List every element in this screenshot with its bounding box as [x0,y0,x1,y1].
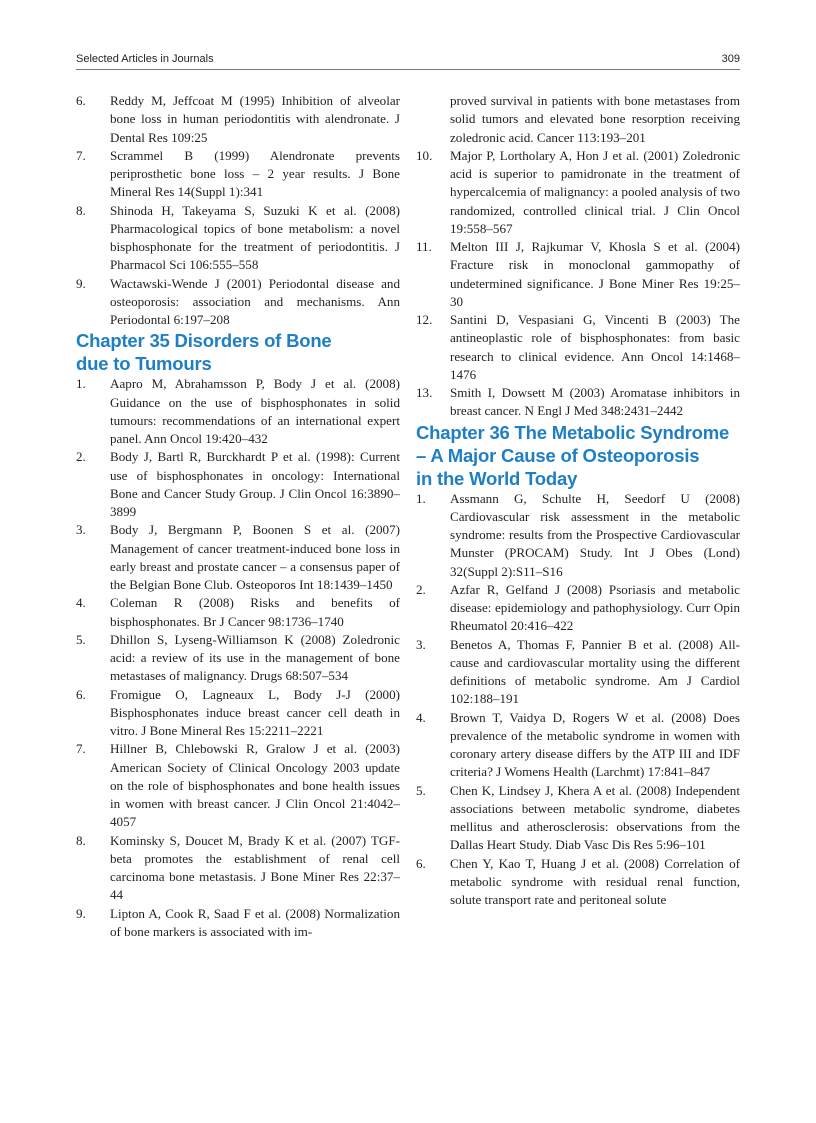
reference-text: Fromigue O, Lagneaux L, Body J-J (2000) Bisphosphonates induce breast cancer cell death in vitro. J Bone Mineral Res 15:2211–2221 [110,686,400,738]
reference-number: 4. [76,595,86,611]
reference-text: Benetos A, Thomas F, Pannier B et al. (2008) All-cause and cardiovascular mortality using the different definitions of metabolic syndrome. Am J Cardiol 102:188–191 [450,636,740,707]
reference-item [416,311,740,384]
reference-item [76,202,400,275]
reference-item [76,594,400,631]
reference-text: Body J, Bergmann P, Boonen S et al. (2007) Management of cancer treatment-induced bone loss in early breast and prostate cancer – a consensus paper of the Belgian Bone Club. Osteoporos Int 18:1439–1450 [110,522,400,592]
reference-item [76,832,400,905]
reference-item [76,740,400,831]
reference-number: 5. [76,631,86,647]
reference-text: Reddy M, Jeffcoat M (1995) Inhibition of alveolar bone loss in human periodontitis with alendronate. J Dental Res 109:25 [110,93,400,145]
reference-item [76,275,400,330]
chapter-35-heading-line-2: due to Tumours [76,353,212,375]
reference-text: Dhillon S, Lyseng-Williamson K (2008) Zoledronic acid: a review of its use in the management of bone metastases of malignancy. Drugs 68:507–534 [110,631,400,684]
left-column [76,92,400,941]
reference-list-chapter-35 [76,375,400,941]
reference-text: Aapro M, Abrahamsson P, Body J et al. (2008) Guidance on the use of bisphosphonates in solid tumours: recommendations of an international expert panel. Ann Oncol 19:420–432 [110,376,400,446]
reference-item [416,238,740,311]
reference-item [416,147,740,238]
reference-text: Azfar R, Gelfand J (2008) Psoriasis and metabolic disease: epidemiology and pathophysiology. Curr Opin Rheumatol 20:416–422 [450,581,740,634]
reference-number: 10. [416,147,433,163]
reference-text: Santini D, Vespasiani G, Vincenti B (2003) The antineoplastic role of bisphosphonates: from basic research to clinical evidence. Ann Oncol 14:1468–1476 [450,312,740,382]
reference-number: 3. [416,636,426,652]
reference-number: 7. [76,147,86,163]
reference-item [416,855,740,910]
reference-item-continuation [416,92,740,147]
running-header [76,53,740,69]
reference-text: Wactawski-Wende J (2001) Periodontal disease and osteoporosis: association and mechanisms. Ann Periodontal 6:197–208 [110,275,400,327]
reference-text: Smith I, Dowsett M (2003) Aromatase inhibitors in breast cancer. N Engl J Med 348:2431–2442 [450,385,740,419]
reference-list-chapter-35-continued [416,92,740,421]
reference-number: 8. [76,832,86,848]
reference-number: 1. [416,490,426,506]
chapter-35-heading-line-1: Chapter 35 Disorders of Bone [76,330,332,352]
reference-number: 3. [76,522,86,538]
reference-number: 7. [76,741,86,757]
chapter-35-heading [76,329,400,375]
reference-item [76,686,400,741]
reference-number: 6. [416,855,426,871]
reference-number: 6. [76,93,86,108]
reference-text: Major P, Lortholary A, Hon J et al. (2001) Zoledronic acid is superior to pamidronate in the treatment of hypercalcemia of malignancy: a pooled analysis of two randomized, controlled clinical trial. J Clin Oncol 19:558–567 [450,147,740,236]
reference-item [76,375,400,448]
reference-item [416,782,740,855]
chapter-36-heading-line-2: – A Major Cause of Osteoporosis [416,444,700,466]
reference-number: 5. [416,782,426,798]
reference-text: Lipton A, Cook R, Saad F et al. (2008) Normalization of bone markers is associated with im- [110,905,400,939]
reference-text: Body J, Bartl R, Burckhardt P et al. (1998): Current use of bisphosphonates in oncology: International Bone and Cancer Study Group. J Clin Oncol 16:3890–3899 [110,449,400,519]
header-rule [76,69,740,70]
reference-text: Chen Y, Kao T, Huang J et al. (2008) Correlation of metabolic syndrome with residual renal function, solute transport rate and peritoneal solute [450,855,740,907]
reference-text: Assmann G, Schulte H, Seedorf U (2008) Cardiovascular risk assessment in the metabolic syndrome: results from the Prospective Cardiovascular Munster (PROCAM) Study. Int J Obes (Lond) 32(Suppl 2):S11–S16 [450,490,740,579]
right-column [416,92,740,909]
reference-text: Shinoda H, Takeyama S, Suzuki K et al. (2008) Pharmacological topics of bone metabolism: a novel bisphosphonate for the treatment of periodontitis. J Pharmacol Sci 106:555–558 [110,202,400,273]
chapter-36-heading-line-1: Chapter 36 The Metabolic Syndrome [416,421,730,443]
reference-item [416,384,740,421]
reference-item [416,636,740,709]
reference-number: 12. [416,312,433,327]
reference-item [76,92,400,147]
reference-item [76,631,400,686]
reference-number: 8. [76,202,86,218]
reference-number: 9. [76,905,86,921]
reference-item [76,448,400,521]
running-title: Selected Articles in Journals [76,53,214,65]
reference-text: Melton III J, Rajkumar V, Khosla S et al. (2004) Fracture risk in monoclonal gammopathy of undetermined significance. J Bone Miner Res 19:25–30 [450,239,740,309]
reference-number: 13. [416,385,433,400]
reference-text: Hillner B, Chlebowski R, Gralow J et al. (2003) American Society of Clinical Oncology 2003 update on the role of bisphosphonates and bone health issues in women with breast cancer. J Clin Oncol 21:4042–4057 [110,741,400,830]
reference-number: 4. [416,709,426,725]
reference-number: 11. [416,239,432,254]
page-number: 309 [721,53,740,65]
reference-item [416,709,740,782]
reference-number: 2. [76,449,86,465]
reference-text: Chen K, Lindsey J, Khera A et al. (2008) Independent associations between metabolic syndrome, diabetes mellitus and atherosclerosis: observations from the Dallas Heart Study. Diab Vasc Dis Res 5:96–101 [450,782,740,853]
reference-text: Scrammel B (1999) Alendronate prevents periprosthetic bone loss – 2 year results. J Bone Mineral Res 14(Suppl 1):341 [110,147,400,200]
reference-item [76,147,400,202]
reference-item [76,905,400,942]
reference-text: proved survival in patients with bone metastases from solid tumors and elevated bone resorption receiving zoledronic acid. Cancer 113:193–201 [450,93,740,145]
reference-text: Coleman R (2008) Risks and benefits of bisphosphonates. Br J Cancer 98:1736–1740 [110,595,400,629]
reference-text: Kominsky S, Doucet M, Brady K et al. (2007) TGF-beta promotes the establishment of renal cell carcinoma bone metastasis. J Bone Miner Res 22:37–44 [110,832,400,903]
reference-number: 2. [416,581,426,597]
reference-number: 1. [76,376,86,392]
reference-number: 6. [76,686,86,702]
chapter-36-heading [416,421,740,490]
reference-text: Brown T, Vaidya D, Rogers W et al. (2008) Does prevalence of the metabolic syndrome in women with coronary artery disease differs by the ATP III and IDF criteria? J Womens Health (Larchmt) 17:841–847 [450,709,740,780]
reference-list-chapter-36 [416,490,740,910]
reference-list-chapter-34-end [76,92,400,329]
reference-item [76,521,400,594]
chapter-36-heading-line-3: in the World Today [416,467,578,489]
reference-item [416,581,740,636]
reference-number: 9. [76,275,86,291]
reference-item [416,490,740,581]
